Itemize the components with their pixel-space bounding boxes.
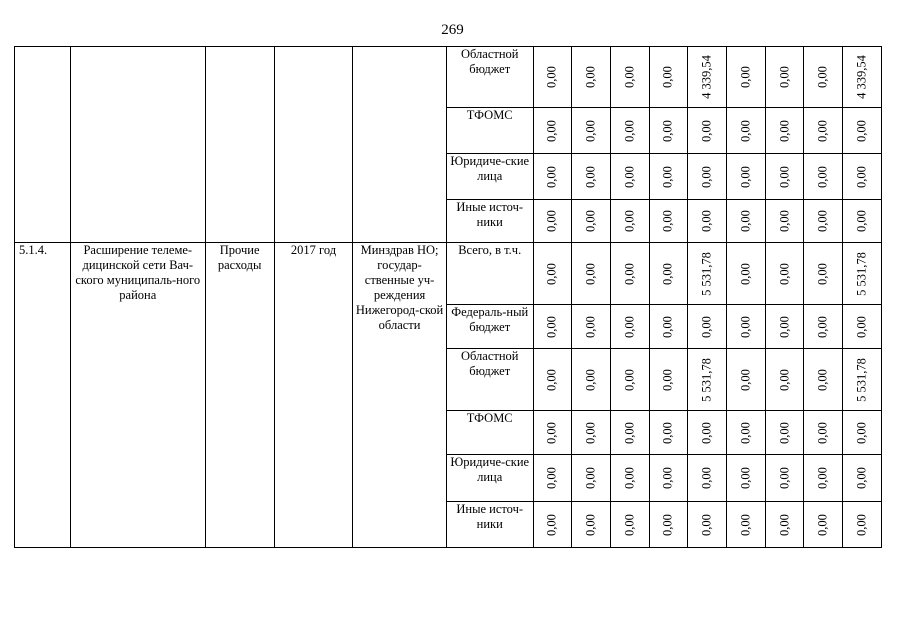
value-text: 0,00 xyxy=(660,210,675,232)
source-cell: Иные источ-ники xyxy=(446,502,533,548)
value-text: 0,00 xyxy=(583,210,598,232)
value-text: 0,00 xyxy=(622,467,637,489)
value-cell xyxy=(649,154,688,200)
value-cell xyxy=(843,502,882,548)
value-cell xyxy=(804,411,843,455)
value-cell xyxy=(533,411,572,455)
value-text: 4 339,54 xyxy=(854,55,869,99)
value-text: 0,00 xyxy=(738,165,753,188)
value-text: 5 531,78 xyxy=(854,251,869,296)
value-text: 0,00 xyxy=(815,66,830,88)
value-cell xyxy=(727,411,766,455)
source-cell: Всего, в т.ч. xyxy=(446,243,533,305)
value-cell xyxy=(572,47,611,108)
value-cell xyxy=(688,243,727,305)
value-cell xyxy=(610,502,649,548)
value-cell xyxy=(843,455,882,502)
value-cell xyxy=(649,502,688,548)
value-cell xyxy=(688,108,727,154)
value-text: 0,00 xyxy=(699,119,714,142)
value-text: 0,00 xyxy=(738,421,753,444)
value-cell xyxy=(649,455,688,502)
value-text: 0,00 xyxy=(583,262,598,285)
value-cell xyxy=(727,108,766,154)
value-text: 0,00 xyxy=(777,66,792,88)
value-cell xyxy=(804,349,843,411)
value-text: 0,00 xyxy=(854,513,869,536)
value-cell xyxy=(765,108,804,154)
value-text: 0,00 xyxy=(660,467,675,489)
value-cell xyxy=(765,200,804,243)
value-text: 0,00 xyxy=(777,119,792,142)
value-text: 0,00 xyxy=(815,368,830,391)
value-text: 0,00 xyxy=(622,368,637,391)
value-cell xyxy=(649,243,688,305)
value-cell xyxy=(727,47,766,108)
value-cell xyxy=(727,502,766,548)
value-text: 0,00 xyxy=(854,119,869,142)
value-text: 0,00 xyxy=(622,165,637,188)
value-cell xyxy=(843,243,882,305)
value-text: 0,00 xyxy=(815,467,830,489)
table-row xyxy=(15,47,882,108)
value-cell xyxy=(610,243,649,305)
item-period: 2017 год xyxy=(274,243,352,548)
value-text: 0,00 xyxy=(622,513,637,536)
value-cell xyxy=(727,243,766,305)
value-text: 0,00 xyxy=(622,262,637,285)
value-cell xyxy=(533,243,572,305)
value-text: 0,00 xyxy=(777,421,792,444)
value-cell xyxy=(843,411,882,455)
value-cell xyxy=(572,455,611,502)
value-cell xyxy=(765,305,804,349)
value-text: 0,00 xyxy=(583,315,598,338)
value-cell xyxy=(610,305,649,349)
budget-table xyxy=(14,46,882,548)
value-text: 0,00 xyxy=(544,421,559,444)
value-cell xyxy=(804,502,843,548)
value-text: 0,00 xyxy=(738,513,753,536)
value-text: 0,00 xyxy=(738,315,753,338)
source-cell: Юридиче-ские лица xyxy=(446,455,533,502)
value-cell xyxy=(572,411,611,455)
value-cell xyxy=(572,305,611,349)
value-cell xyxy=(804,47,843,108)
table-body xyxy=(15,47,882,548)
value-cell xyxy=(572,502,611,548)
value-cell xyxy=(610,154,649,200)
value-cell xyxy=(765,349,804,411)
value-cell xyxy=(727,455,766,502)
value-cell xyxy=(843,154,882,200)
value-cell xyxy=(804,200,843,243)
value-cell xyxy=(649,47,688,108)
value-cell xyxy=(572,154,611,200)
value-text: 0,00 xyxy=(738,262,753,285)
value-text: 0,00 xyxy=(583,467,598,489)
value-text: 4 339,54 xyxy=(699,55,714,99)
value-text: 0,00 xyxy=(815,513,830,536)
value-text: 5 531,78 xyxy=(699,251,714,296)
value-text: 0,00 xyxy=(544,513,559,536)
value-text: 0,00 xyxy=(738,210,753,232)
value-cell xyxy=(688,502,727,548)
value-text: 0,00 xyxy=(815,262,830,285)
value-text: 0,00 xyxy=(777,165,792,188)
value-cell xyxy=(765,47,804,108)
value-text: 0,00 xyxy=(660,262,675,285)
value-text: 0,00 xyxy=(660,315,675,338)
value-text: 0,00 xyxy=(660,368,675,391)
value-text: 0,00 xyxy=(815,165,830,188)
value-cell xyxy=(688,47,727,108)
value-cell xyxy=(610,455,649,502)
value-cell xyxy=(649,411,688,455)
value-text: 0,00 xyxy=(854,315,869,338)
value-text: 0,00 xyxy=(815,421,830,444)
value-text: 0,00 xyxy=(583,513,598,536)
value-cell xyxy=(727,305,766,349)
value-text: 0,00 xyxy=(699,513,714,536)
executor-cell-empty xyxy=(353,47,447,243)
value-text: 0,00 xyxy=(699,165,714,188)
value-text: 0,00 xyxy=(544,210,559,232)
table-row xyxy=(15,243,882,305)
value-cell xyxy=(533,305,572,349)
value-text: 5 531,78 xyxy=(699,357,714,402)
value-text: 0,00 xyxy=(544,262,559,285)
value-text: 0,00 xyxy=(660,66,675,88)
value-cell xyxy=(533,154,572,200)
period-cell-empty xyxy=(274,47,352,243)
value-text: 0,00 xyxy=(622,210,637,232)
value-text: 0,00 xyxy=(777,210,792,232)
value-text: 0,00 xyxy=(815,210,830,232)
value-text: 0,00 xyxy=(777,262,792,285)
value-text: 0,00 xyxy=(699,210,714,232)
value-cell xyxy=(610,47,649,108)
value-text: 0,00 xyxy=(738,368,753,391)
value-text: 0,00 xyxy=(583,119,598,142)
value-text: 0,00 xyxy=(738,119,753,142)
value-cell xyxy=(610,108,649,154)
value-cell xyxy=(727,349,766,411)
value-text: 0,00 xyxy=(815,119,830,142)
value-cell xyxy=(572,243,611,305)
page-number: 269 xyxy=(441,22,464,38)
source-cell: ТФОМС xyxy=(446,411,533,455)
value-text: 0,00 xyxy=(854,210,869,232)
source-cell: Федераль-ный бюджет xyxy=(446,305,533,349)
value-cell xyxy=(688,411,727,455)
value-cell xyxy=(533,108,572,154)
value-text: 0,00 xyxy=(699,315,714,338)
value-text: 0,00 xyxy=(738,467,753,489)
value-cell xyxy=(533,200,572,243)
value-text: 0,00 xyxy=(622,315,637,338)
value-text: 0,00 xyxy=(777,467,792,489)
value-cell xyxy=(843,305,882,349)
source-cell: Областной бюджет xyxy=(446,47,533,108)
value-text: 0,00 xyxy=(854,467,869,489)
value-cell xyxy=(572,349,611,411)
value-cell xyxy=(533,349,572,411)
value-text: 0,00 xyxy=(699,467,714,489)
value-text: 0,00 xyxy=(660,119,675,142)
value-cell xyxy=(688,305,727,349)
source-cell: Юридиче-ские лица xyxy=(446,154,533,200)
value-cell xyxy=(765,154,804,200)
value-cell xyxy=(804,108,843,154)
value-text: 0,00 xyxy=(738,66,753,88)
value-text: 0,00 xyxy=(854,421,869,444)
item-type: Прочие расходы xyxy=(205,243,274,548)
value-text: 0,00 xyxy=(583,165,598,188)
value-cell xyxy=(727,200,766,243)
value-text: 0,00 xyxy=(544,66,559,88)
value-cell xyxy=(765,455,804,502)
value-text: 0,00 xyxy=(699,421,714,444)
value-text: 0,00 xyxy=(622,421,637,444)
value-cell xyxy=(804,455,843,502)
value-cell xyxy=(804,243,843,305)
value-text: 0,00 xyxy=(544,315,559,338)
value-cell xyxy=(649,108,688,154)
value-cell xyxy=(843,349,882,411)
value-cell xyxy=(843,200,882,243)
value-text: 0,00 xyxy=(777,368,792,391)
source-cell: Областной бюджет xyxy=(446,349,533,411)
value-cell xyxy=(765,243,804,305)
source-cell: ТФОМС xyxy=(446,108,533,154)
value-cell xyxy=(688,200,727,243)
code-cell-empty xyxy=(15,47,71,243)
value-text: 0,00 xyxy=(583,66,598,88)
value-text: 0,00 xyxy=(777,513,792,536)
item-code: 5.1.4. xyxy=(15,243,71,548)
value-text: 0,00 xyxy=(622,119,637,142)
value-text: 0,00 xyxy=(622,66,637,88)
item-executor: Минздрав НО; государ-ственные уч-реждения Нижегород-ской области xyxy=(353,243,447,548)
value-cell xyxy=(610,411,649,455)
value-text: 0,00 xyxy=(854,165,869,188)
item-name: Расширение телеме-дицинской сети Вач-ского муниципаль-ного района xyxy=(71,243,205,548)
type-cell-empty xyxy=(205,47,274,243)
value-cell xyxy=(843,47,882,108)
value-cell xyxy=(688,349,727,411)
source-cell: Иные источ-ники xyxy=(446,200,533,243)
value-cell xyxy=(610,200,649,243)
value-cell xyxy=(765,411,804,455)
value-text: 0,00 xyxy=(660,513,675,536)
value-cell xyxy=(533,455,572,502)
value-text: 0,00 xyxy=(815,315,830,338)
value-cell xyxy=(649,349,688,411)
value-cell xyxy=(765,502,804,548)
value-cell xyxy=(533,47,572,108)
value-cell xyxy=(610,349,649,411)
value-text: 0,00 xyxy=(544,467,559,489)
name-cell-empty xyxy=(71,47,205,243)
value-text: 0,00 xyxy=(544,165,559,188)
value-cell xyxy=(649,200,688,243)
value-cell xyxy=(804,305,843,349)
value-text: 5 531,78 xyxy=(854,357,869,402)
value-text: 0,00 xyxy=(777,315,792,338)
value-cell xyxy=(649,305,688,349)
value-cell xyxy=(572,108,611,154)
value-cell xyxy=(727,154,766,200)
value-text: 0,00 xyxy=(660,165,675,188)
value-text: 0,00 xyxy=(544,368,559,391)
value-text: 0,00 xyxy=(544,119,559,142)
value-cell xyxy=(688,154,727,200)
value-cell xyxy=(843,108,882,154)
value-cell xyxy=(533,502,572,548)
value-cell xyxy=(804,154,843,200)
value-cell xyxy=(688,455,727,502)
value-text: 0,00 xyxy=(583,421,598,444)
value-text: 0,00 xyxy=(660,421,675,444)
value-cell xyxy=(572,200,611,243)
value-text: 0,00 xyxy=(583,368,598,391)
